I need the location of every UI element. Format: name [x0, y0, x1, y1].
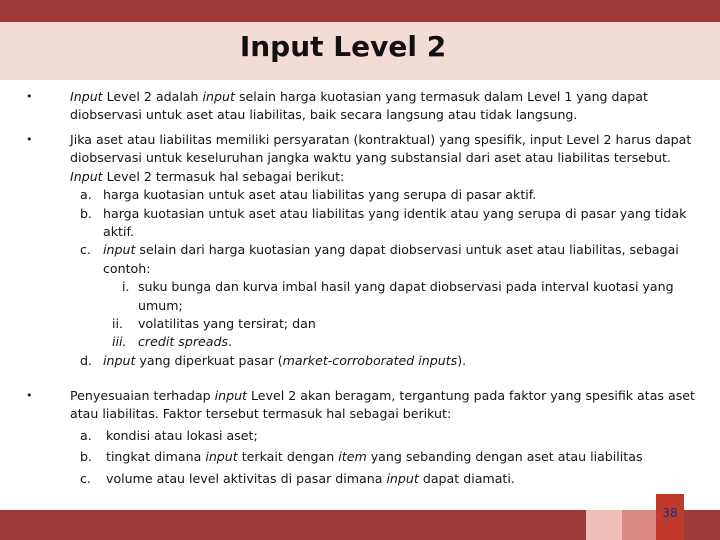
top-accent-bar: [0, 0, 720, 22]
sub-item-label: a.: [80, 187, 92, 203]
sub-item-text: suku bunga dan kurva imbal hasil yang dapat diobservasi pada interval kuotasi yang umum;: [138, 279, 674, 313]
sub-item-label: iii.: [112, 334, 127, 350]
bullet-3-text: [70, 387, 698, 488]
sub-item-label: b.: [80, 449, 92, 465]
text-run: terkait dengan: [237, 449, 339, 465]
text-italic: input: [214, 388, 247, 403]
text-run: yang sebanding dengan aset atau liabilitas: [366, 449, 643, 465]
text-italic: Input: [70, 168, 103, 184]
decor-square-mid: [622, 510, 656, 540]
text-italic: Input: [70, 89, 103, 104]
sub-item-label: b.: [80, 205, 92, 221]
sub-item-a: [80, 186, 698, 204]
text-run: Level 2 termasuk hal sebagai berikut:: [102, 168, 345, 184]
sub-item-label: i.: [122, 279, 130, 295]
bullet-3-intro: [70, 387, 698, 424]
text-italic: input: [103, 242, 136, 258]
text-run: ).: [457, 352, 467, 368]
text-italic: input: [103, 352, 136, 368]
sub-item-label: d.: [80, 352, 92, 368]
bullet-marker: •: [26, 133, 33, 146]
text-italic: input: [205, 449, 238, 465]
decor-square-light: [586, 510, 622, 540]
sub-sub-item-ii: [112, 315, 698, 333]
sub-sub-item-iii: [112, 333, 698, 351]
sub-item-c: [80, 241, 698, 278]
bullet-marker: •: [26, 90, 33, 103]
text-run: selain harga kuotasian yang termasuk dalam Level 1 yang dapat diobservasi untuk aset atau liabilitas, baik secara langsung atau tidak langsung.: [70, 89, 648, 123]
bullet-1-text: [70, 88, 698, 125]
text-run: tingkat dimana: [106, 449, 206, 465]
sub-item-label: c.: [80, 470, 91, 486]
sub-item-d: [80, 352, 698, 370]
sub-item-text: selain dari harga kuotasian yang dapat diobservasi untuk aset atau liabilitas, sebagai contoh:: [103, 242, 679, 276]
bullet-2-intro: [70, 131, 698, 186]
sub-item-a: [80, 427, 698, 445]
text-italic: input: [202, 89, 235, 104]
text-run: yang diperkuat pasar (: [135, 352, 283, 368]
text-run: Penyesuaian terhadap: [70, 388, 215, 403]
sub-item-label: ii.: [112, 316, 124, 332]
text-run: Level 2 adalah: [102, 89, 203, 104]
sub-item-label: a.: [80, 427, 92, 443]
text-run: dapat diamati.: [418, 470, 515, 486]
sub-item-text: volatilitas yang tersirat; dan: [138, 316, 316, 332]
text-run: Level 2 akan beragam, tergantung pada faktor yang spesifik atas aset atau liabilitas. Faktor tersebut termasuk hal sebagai berikut:: [70, 388, 695, 422]
slide-title: Input Level 2: [239, 30, 447, 63]
text-run: volume atau level aktivitas di pasar dimana: [106, 470, 387, 486]
sub-item-b: [80, 448, 698, 466]
page-number: 38: [662, 506, 678, 520]
sub-item-text: harga kuotasian untuk aset atau liabilitas yang identik atau yang serupa di pasar yang tidak aktif.: [103, 205, 687, 240]
sub-item-b: [80, 205, 698, 242]
sub-item-text: harga kuotasian untuk aset atau liabilitas yang serupa di pasar aktif.: [103, 187, 537, 203]
sub-item-label: c.: [80, 242, 91, 258]
text-italic: input: [386, 470, 419, 486]
sub-sub-item-i: [122, 278, 698, 315]
text-run: .: [228, 334, 233, 350]
text-run: Jika aset atau liabilitas memiliki persyaratan (kontraktual) yang spesifik, input Level 2 harus dapat diobservasi untuk keseluruhan jangka waktu yang substansial dari aset atau liabilitas tersebut.: [70, 132, 692, 166]
text-italic: market-corroborated inputs: [282, 352, 458, 368]
text-italic: credit spreads: [138, 334, 229, 350]
sub-item-c: [80, 470, 698, 488]
sub-item-text: kondisi atau lokasi aset;: [106, 427, 258, 443]
bullet-2-text: [70, 131, 698, 370]
text-italic: item: [338, 449, 367, 465]
bullet-marker: •: [26, 389, 33, 402]
